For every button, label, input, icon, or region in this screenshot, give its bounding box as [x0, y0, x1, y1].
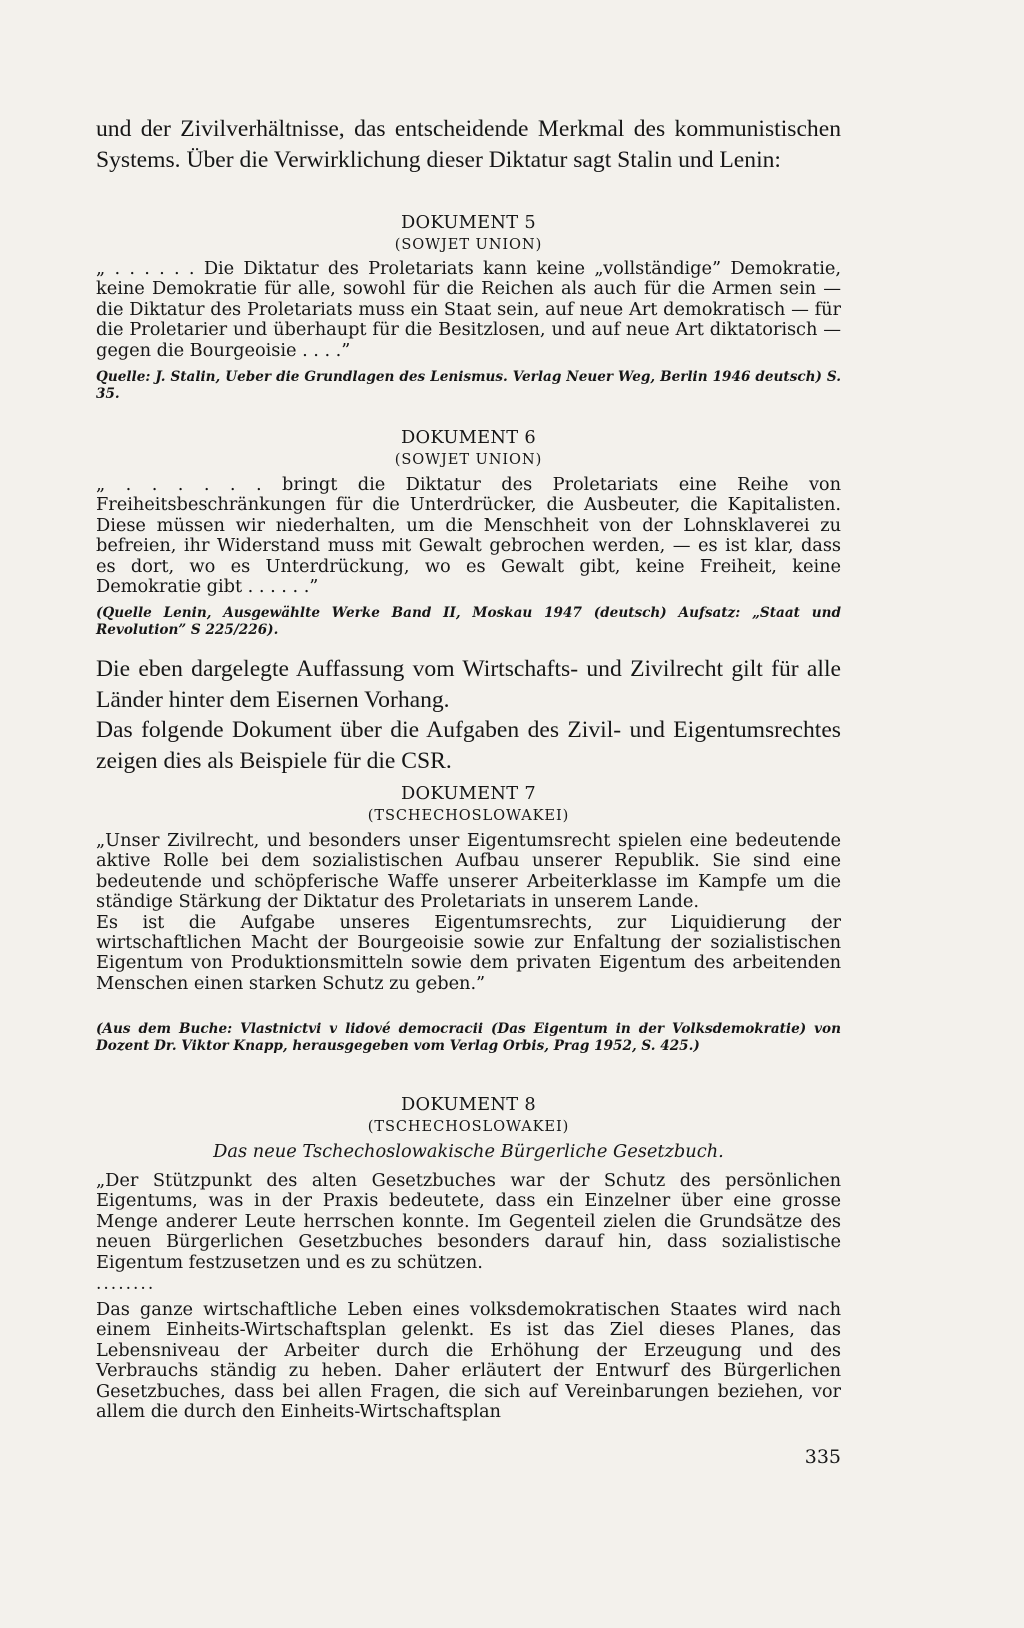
document-7-country: (TSCHECHOSLOWAKEI): [367, 807, 570, 824]
document-8-quote-part-1: „Der Stützpunkt des alten Gesetzbuches war der Schutz des persönlichen Eigentums, was in der Praxis bedeutete, dass ein Einzelner über eine grosse Menge anderer Leute herrschen konnte. Im Gegenteil zielen die Grundsätze des neuen Bürgerlichen Gesetzbuches besonders darauf hin, dass sozialistische Eigentum festzusetzen und es zu schützen.: [96, 1170, 841, 1273]
document-8-subtitle: Das neue Tschechoslowakische Bürgerliche Gesetzbuch.: [213, 1141, 724, 1162]
intro-paragraph: und der Zivilverhältnisse, das entscheidende Merkmal des kommunistischen Systems. Über die Verwirklichung dieser Diktatur sagt Stalin und Lenin:: [96, 116, 841, 173]
document-7-source: (Aus dem Buche: Vlastnictvi v lidové democracii (Das Eigentum in der Volksdemokratie) von Dozent Dr. Viktor Knapp, herausgegeben vom Verlag Orbis, Prag 1952, S. 425.): [96, 1021, 841, 1054]
page-number: 335: [804, 1446, 841, 1468]
middle-paragraph-1: Die eben dargelegte Auffassung vom Wirtschafts- und Zivilrecht gilt für alle Länder hinter dem Eisernen Vorhang.: [96, 656, 841, 713]
intro-paragraph-block: [96, 114, 841, 175]
document-6-heading: DOKUMENT 6: [400, 427, 537, 448]
document-7-source-block: [96, 1021, 841, 1055]
document-6-quote: „ . . . . . . bringt die Diktatur des Proletariats eine Reihe von Freiheitsbeschränkungen für die Unterdrücker, die Ausbeuter, die Kapitalisten. Diese müssen wir niederhalten, um die Menschheit von der Lohnsklaverei zu befreien, ihr Widerstand muss mit Gewalt gebrochen werden, — es ist klar, dass es dort, wo es Unterdrückung, wo es Gewalt gibt, keine Freiheit, keine Demokratie gibt . . . . . .”: [96, 474, 841, 598]
document-8-heading: DOKUMENT 8: [400, 1094, 537, 1115]
middle-paragraph-2: Das folgende Dokument über die Aufgaben des Zivil- und Eigentumsrechtes zeigen dies als Beispiele für die CSR.: [96, 717, 841, 774]
document-7-heading: DOKUMENT 7: [400, 783, 537, 804]
document-5-country: (SOWJET UNION): [394, 236, 543, 253]
document-6-source: (Quelle Lenin, Ausgewählte Werke Band II, Moskau 1947 (deutsch) Aufsatz: „Staat und Revolution” S 225/226).: [96, 605, 841, 638]
middle-paragraph-block: [96, 654, 841, 776]
document-8-ellipsis: ........: [96, 1274, 156, 1294]
document-6-quote-block: [96, 475, 841, 597]
document-7-quote-part-2: Es ist die Aufgabe unseres Eigentumsrechts, zur Liquidierung der wirtschaftlichen Macht der Bourgeoisie sowie zur Enfaltung der sozialistischen Eigentum von Produktionsmitteln sowie dem privaten Eigentum des arbeitenden Menschen einen starken Schutz zu geben.”: [96, 911, 841, 994]
document-8-country: (TSCHECHOSLOWAKEI): [367, 1118, 570, 1135]
document-8-quote-part-2: Das ganze wirtschaftliche Leben eines volksdemokratischen Staates wird nach einem Einheits-Wirtschaftsplan gelenkt. Es ist das Ziel dieses Planes, das Lebensniveau der Arbeiter durch die Erhöhung der Erzeugung und des Verbrauchs ständig zu heben. Daher erläutert der Entwurf des Bürgerlichen Gesetzbuches, dass bei allen Fragen, die sich auf Vereinbarungen beziehen, vor allem die durch den Einheits-Wirtschaftsplan: [96, 1299, 841, 1423]
document-5-source: Quelle: J. Stalin, Ueber die Grundlagen des Lenismus. Verlag Neuer Weg, Berlin 1946 deutsch) S. 35.: [96, 369, 841, 402]
document-7-quote-part-1: „Unser Zivilrecht, und besonders unser Eigentumsrecht spielen eine bedeutende aktive Rolle bei dem sozialistischen Aufbau unserer Republik. Sie sind eine bedeutende und schöpferische Waffe unserer Arbeiterklasse im Kampfe um die ständige Stärkung der Diktatur des Proletariats in unserem Lande.: [96, 830, 841, 913]
document-5-heading: DOKUMENT 5: [400, 212, 537, 233]
document-5-source-block: [96, 369, 841, 403]
document-7-quote-block: [96, 831, 841, 994]
document-6-source-block: [96, 605, 841, 639]
document-8-quote-block-1: [96, 1171, 841, 1273]
document-6-country: (SOWJET UNION): [394, 451, 543, 468]
document-5-quote-block: [96, 259, 841, 361]
document-8-quote-block-2: [96, 1300, 841, 1422]
document-5-quote: „ . . . . . . Die Diktatur des Proletariats kann keine „vollständige” Demokratie, keine Demokratie für alle, sowohl für die Reichen als auch für die Armen sein — die Diktatur des Proletariats muss ein Staat sein, auf neue Art demokratisch — für die Proletarier und überhaupt für die Besitzlosen, und auf neue Art diktatorisch — gegen die Bourgeoisie . . . .”: [96, 258, 841, 361]
